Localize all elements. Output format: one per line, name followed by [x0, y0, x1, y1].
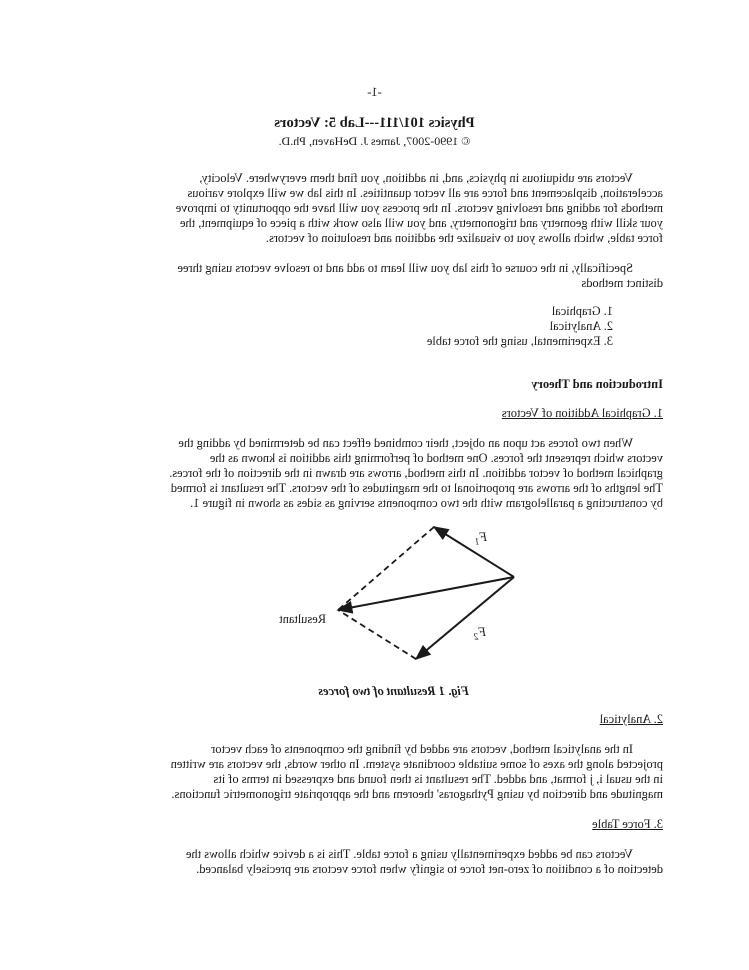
intro-line: force table, which allows you to visualize the addition and resolution of vectors.	[265, 231, 663, 245]
method-item: 1. Graphical	[551, 304, 613, 318]
copyright-line: © 1990-2007, James J. DeHaven, Ph.D.	[278, 134, 471, 148]
graphical-line: by constructing a parallelogram with the two components serving as sides as shown in figure 1.	[190, 496, 663, 510]
parallelogram-dashed-side	[338, 610, 416, 659]
subsection-force-table: 3. Force Table	[592, 817, 663, 831]
method-item: 3. Experimental, using the force table	[426, 334, 613, 348]
method-item: 2. Analytical	[549, 319, 613, 333]
subsection-analytical: 2. Analytical	[599, 712, 663, 726]
intro-line: methods for adding and resolving vectors. In the process you will have the opportunity to improve	[175, 201, 663, 215]
analytical-line: projected along the axes of some suitable coordinate system. In other words, the vectors are written	[170, 757, 663, 771]
specifically-line: distinct methods	[581, 276, 663, 290]
label-f1-letter: F	[479, 530, 487, 544]
resultant-arrow	[338, 577, 514, 610]
force-table-line: detection of a condition of zero-net force to signify when force vectors are precisely balanced.	[196, 862, 663, 876]
intro-line: acceleration, displacement and force are all vector quantities. In this lab we will explore various	[187, 186, 663, 200]
analytical-line: In the analytical method, vectors are added by finding the components of each vector	[211, 742, 633, 756]
section-heading: Introduction and Theory	[531, 377, 663, 391]
analytical-line: magnitude and direction by using Pythagoras' theorem and the appropriate trigonometric functions.	[171, 787, 663, 801]
graphical-line: The lengths of the arrows are proportional to the magnitudes of the vectors. The resultant is formed	[170, 481, 663, 495]
intro-line: Vectors are ubiquitous in physics, and, in addition, you find them everywhere. Velocity,	[199, 171, 633, 185]
graphical-line: When two forces act upon an object, their combined effect can be determined by adding the	[178, 436, 633, 450]
page-title: Physics 101/111---Lab 5: Vectors	[274, 115, 475, 131]
label-resultant: Resultant	[279, 612, 326, 626]
analytical-line: in the usual i, j format, and added. The resultant is then found and expressed in terms of its	[213, 772, 663, 786]
page-number: -1-	[367, 85, 382, 99]
vector-f2-arrow	[416, 577, 514, 659]
intro-line: your skill with geometry and trigonometry, and you will also work with a piece of equipment, the	[179, 216, 663, 230]
parallelogram-dashed-side	[338, 527, 434, 610]
graphical-line: graphical method of vector addition. In this method, arrows are drawn in the direction of the forces.	[169, 466, 663, 480]
figure-caption: Fig. 1 Resultant of two forces	[318, 684, 469, 698]
label-f2-letter: F	[478, 625, 486, 639]
label-f2-subscript: 2	[473, 631, 479, 642]
graphical-line: vectors which represent the forces. One method of performing this addition is known as the	[209, 451, 663, 465]
force-table-line: Vectors can be added experimentally using a force table. This is a device which allows the	[185, 847, 633, 861]
specifically-line: Specifically, in the course of this lab you will learn to add and to resolve vectors using three	[177, 261, 633, 275]
subsection-graphical: 1. Graphical Addition of Vectors	[501, 406, 663, 420]
label-f2	[474, 625, 486, 643]
label-f1	[475, 530, 487, 548]
label-f1-subscript: 1	[474, 536, 480, 547]
